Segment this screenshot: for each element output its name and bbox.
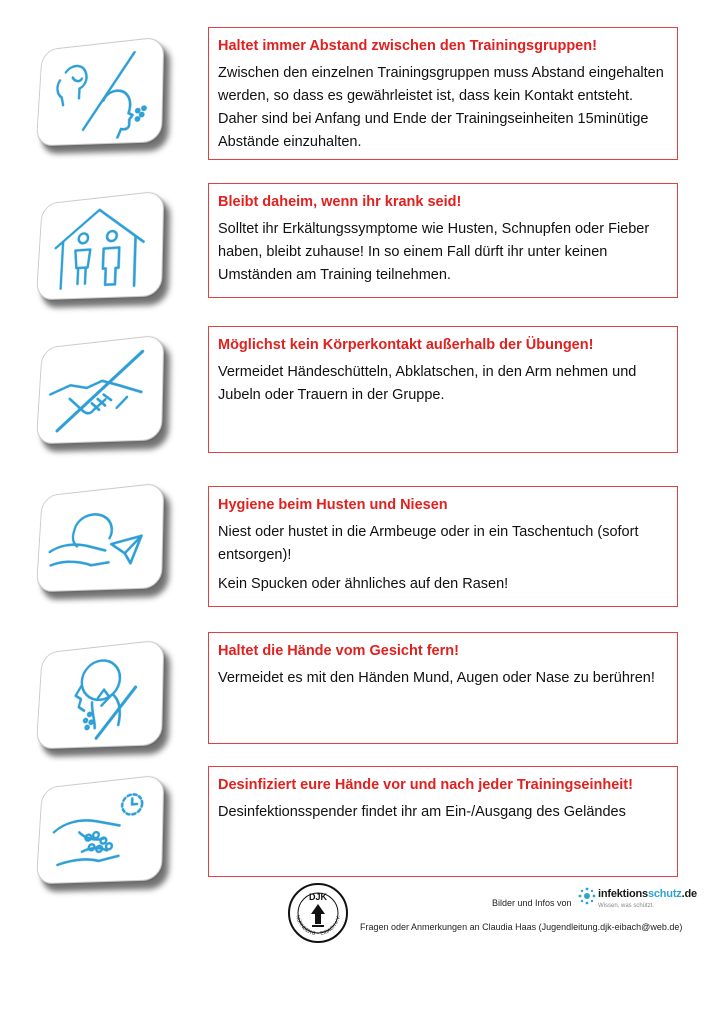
club-logo-text: DJK xyxy=(308,892,328,902)
hand-wash-icon xyxy=(36,774,165,884)
section-text: Desinfektionsspender findet ihr am Ein-/Ausgang des Geländes xyxy=(218,804,626,820)
footer xyxy=(0,878,724,958)
no-handshake-icon xyxy=(36,334,165,444)
section-title: Hygiene beim Husten und Niesen xyxy=(218,497,448,513)
section-text: Zwischen den einzelnen Trainingsgruppen muss Abstand eingehalten werden, so dass es gewährleistet ist, dass kein Kontakt entsteht. Daher sind bei Anfang und Ende der Trainingseinheiten 15minütige Abstände einzuhalten. xyxy=(218,65,664,150)
section-card xyxy=(208,27,678,160)
section-text: Vermeidet es mit den Händen Mund, Augen oder Nase zu berühren! xyxy=(218,670,655,686)
section-card xyxy=(208,326,678,453)
section-text: Niest oder hustet in die Armbeuge oder in ein Taschentuch (sofort entsorgen)! xyxy=(218,524,639,563)
sunburst-icon xyxy=(578,887,596,905)
club-logo-ring-text: NÜRNBERG – EIBACH e.V. xyxy=(294,914,342,938)
distance-people-icon xyxy=(36,36,165,146)
section-card xyxy=(208,486,678,607)
section-card xyxy=(208,632,678,744)
section-card xyxy=(208,183,678,298)
infektionsschutz-logo[interactable] xyxy=(578,885,697,919)
section-title: Haltet die Hände vom Gesicht fern! xyxy=(218,643,459,659)
stay-home-icon xyxy=(36,190,165,300)
no-face-touch-icon xyxy=(36,639,165,749)
section-text: Solltet ihr Erkältungssymptome wie Husten, Schnupfen oder Fieber haben, bleibt zuhause! In so einem Fall dürft ihr unter keinen Umständen am Training teilnehmen. xyxy=(218,221,650,283)
section-title: Haltet immer Abstand zwischen den Trainingsgruppen! xyxy=(218,38,597,54)
brand-name: infektionsschutz.de xyxy=(598,888,697,900)
brand-tagline: Wissen, was schützt. xyxy=(598,903,655,909)
section-text: Kein Spucken oder ähnliches auf den Rasen! xyxy=(218,576,509,592)
club-logo xyxy=(287,882,349,944)
section-text: Vermeidet Händeschütteln, Abklatschen, in den Arm nehmen und Jubeln oder Trauern in der Gruppe. xyxy=(218,364,637,403)
section-card xyxy=(208,766,678,877)
section-title: Desinfiziert eure Hände vor und nach jeder Trainingseinheit! xyxy=(218,777,633,793)
section-title: Bleibt daheim, wenn ihr krank seid! xyxy=(218,194,462,210)
section-title: Möglichst kein Körperkontakt außerhalb der Übungen! xyxy=(218,337,594,353)
credits-label: Bilder und Infos von xyxy=(492,898,572,908)
contact-text: Fragen oder Anmerkungen an Claudia Haas (Jugendleitung.djk-eibach@web.de) xyxy=(360,922,683,932)
cough-elbow-icon xyxy=(36,482,165,592)
